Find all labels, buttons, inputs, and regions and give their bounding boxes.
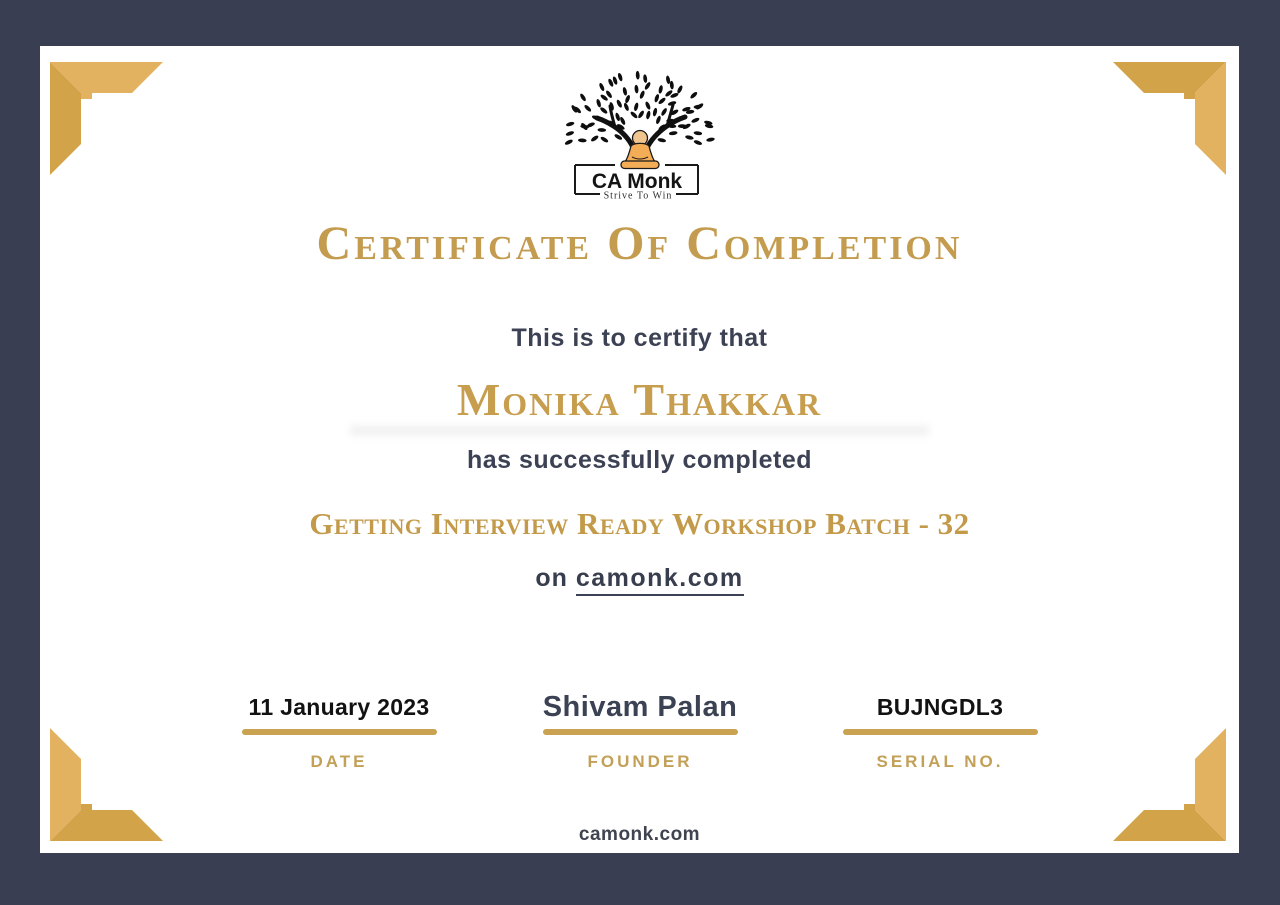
founder-label: FOUNDER	[587, 752, 693, 771]
completed-line: has successfully completed	[466, 446, 813, 474]
recipient-name: Monika Thakkar	[456, 374, 823, 425]
founder-signature: Shivam Palan	[542, 691, 738, 723]
frame-corner-top-right-icon	[1113, 62, 1226, 175]
site-link[interactable]: camonk.com	[576, 564, 744, 596]
footer-website: camonk.com	[578, 824, 701, 845]
signature-block-serial	[780, 692, 1100, 772]
certificate-card	[40, 46, 1239, 853]
ca-monk-logo	[555, 62, 725, 202]
course-title: Getting Interview Ready Workshop Batch - 32	[309, 506, 970, 541]
gold-underline-bar	[843, 729, 1038, 735]
brand-name: CA Monk	[591, 170, 682, 193]
name-shadow-artifact	[350, 426, 929, 435]
frame-corner-top-left-icon	[50, 62, 163, 175]
serial-label: SERIAL NO.	[876, 752, 1004, 771]
site-prefix: on	[535, 564, 568, 592]
site-line	[40, 562, 1239, 594]
date-label: DATE	[310, 752, 368, 771]
date-value: 11 January 2023	[248, 694, 430, 720]
certify-line: This is to certify that	[511, 324, 768, 352]
serial-value: BUJNGDL3	[876, 694, 1004, 720]
signature-block-founder	[480, 692, 800, 772]
gold-underline-bar	[242, 729, 437, 735]
signature-block-date	[179, 692, 499, 772]
gold-underline-bar	[543, 729, 738, 735]
certificate-title: Certificate Of Completion	[316, 217, 963, 270]
brand-tagline: Strive To Win	[603, 190, 672, 202]
